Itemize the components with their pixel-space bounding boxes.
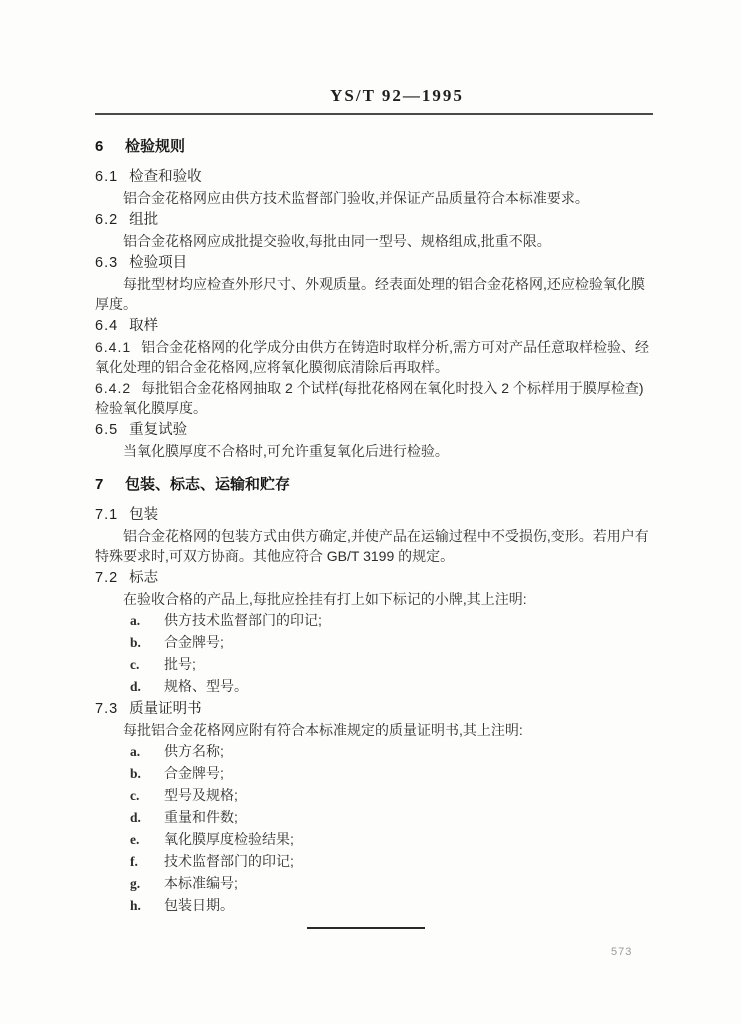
text-content: 合金牌号; [164, 765, 224, 781]
clause-number: 7.2 [95, 570, 119, 586]
clause-number: 6.4 [95, 318, 119, 334]
text-content: 重复试验 [129, 422, 188, 438]
text-content: 氧化膜厚度检验结果; [164, 831, 294, 847]
text-content: 质量证明书 [129, 701, 202, 717]
clause-number: 6.4.2 [95, 380, 132, 396]
list-item [95, 763, 657, 784]
list-item [95, 610, 657, 631]
list-marker: b. [130, 635, 141, 650]
subsection-heading [95, 253, 657, 273]
text-content: 标志 [129, 570, 159, 586]
paragraph [95, 720, 657, 740]
text-content: 批号; [164, 656, 196, 672]
list-marker: e. [130, 832, 140, 847]
subsection-heading [95, 167, 657, 187]
list-marker: g. [130, 876, 141, 891]
text-content: 检验项目 [129, 255, 188, 271]
list-item [95, 785, 657, 806]
text-content: 规格、型号。 [164, 678, 248, 694]
page-content [95, 86, 657, 929]
document-body [95, 137, 657, 929]
text-content: 铝合金花格网的化学成分由供方在铸造时取样分析,需方可对产品任意取样检验、经氧化处理的铝合金花格网,应将氧化膜彻底清除后再取样。 [95, 339, 650, 375]
list-marker: f. [130, 854, 138, 869]
clause-number: 6 [95, 138, 104, 155]
section-heading [95, 475, 657, 495]
subsection-heading [95, 210, 657, 230]
text-content: 铝合金花格网的包装方式由供方确定,并使产品在运输过程中不受损伤,变形。若用户有特殊要求时,可双方协商。其他应符合 GB/T 3199 的规定。 [95, 528, 649, 564]
list-marker: b. [130, 766, 141, 781]
text-content: 型号及规格; [164, 787, 238, 803]
text-content: 检查和验收 [129, 169, 202, 185]
text-content: 组批 [129, 212, 159, 228]
clause-number: 7.3 [95, 701, 119, 717]
text-content: 包装、标志、运输和贮存 [125, 476, 291, 493]
clause-number: 6.3 [95, 255, 119, 271]
subsection-heading [95, 505, 657, 525]
list-item [95, 676, 657, 697]
text-content: 每批型材均应检查外形尺寸、外观质量。经表面处理的铝合金花格网,还应检验氧化膜厚度。 [95, 276, 645, 312]
text-content: 供方技术监督部门的印记; [164, 612, 322, 628]
text-content: 铝合金花格网应由供方技术监督部门验收,并保证产品质量符合本标准要求。 [123, 190, 589, 206]
clause-number: 6.1 [95, 169, 119, 185]
list-item [95, 895, 657, 916]
text-content: 合金牌号; [164, 634, 224, 650]
end-of-text-rule [307, 927, 425, 929]
text-content: 每批铝合金花格网抽取 2 个试样(每批花格网在氧化时投入 2 个标样用于膜厚检查)检验氧化膜厚度。 [95, 380, 644, 416]
clause-number: 7 [95, 476, 104, 493]
subsection-heading [95, 699, 657, 719]
text-content: 当氧化膜厚度不合格时,可允许重复氧化后进行检验。 [123, 443, 449, 459]
list-marker: c. [130, 788, 140, 803]
list-item [95, 829, 657, 850]
text-content: 本标准编号; [164, 875, 238, 891]
section-heading [95, 137, 657, 157]
paragraph [95, 526, 657, 566]
paragraph [95, 188, 657, 208]
text-content: 在验收合格的产品上,每批应拴挂有打上如下标记的小牌,其上注明: [123, 591, 527, 607]
numbered-paragraph [95, 378, 657, 418]
header-rule [95, 113, 653, 115]
list-item [95, 807, 657, 828]
paragraph [95, 441, 657, 461]
list-marker: d. [130, 679, 141, 694]
subsection-heading [95, 316, 657, 336]
clause-number: 6.2 [95, 212, 119, 228]
text-content: 取样 [129, 318, 159, 334]
clause-number: 7.1 [95, 507, 119, 523]
list-marker: d. [130, 810, 141, 825]
text-content: 包装日期。 [164, 897, 234, 913]
text-content: 技术监督部门的印记; [164, 853, 294, 869]
list-marker: c. [130, 657, 140, 672]
paragraph [95, 589, 657, 609]
text-content: 供方名称; [164, 743, 224, 759]
list-item [95, 632, 657, 653]
text-content: 每批铝合金花格网应附有符合本标准规定的质量证明书,其上注明: [123, 722, 523, 738]
text-content: 铝合金花格网应成批提交验收,每批由同一型号、规格组成,批重不限。 [123, 233, 551, 249]
list-item [95, 741, 657, 762]
paragraph [95, 231, 657, 251]
text-content: 重量和件数; [164, 809, 238, 825]
clause-number: 6.4.1 [95, 339, 132, 355]
list-marker: a. [130, 744, 141, 759]
clause-number: 6.5 [95, 422, 119, 438]
standard-number-header: YS/T 92—1995 [330, 86, 464, 105]
list-item [95, 873, 657, 894]
paragraph [95, 274, 657, 314]
list-marker: h. [130, 898, 141, 913]
subsection-heading [95, 420, 657, 440]
page-number: 573 [611, 946, 633, 958]
list-item [95, 851, 657, 872]
subsection-heading [95, 568, 657, 588]
text-content: 检验规则 [125, 138, 186, 155]
list-marker: a. [130, 613, 141, 628]
text-content: 包装 [129, 507, 159, 523]
numbered-paragraph [95, 337, 657, 377]
list-item [95, 654, 657, 675]
